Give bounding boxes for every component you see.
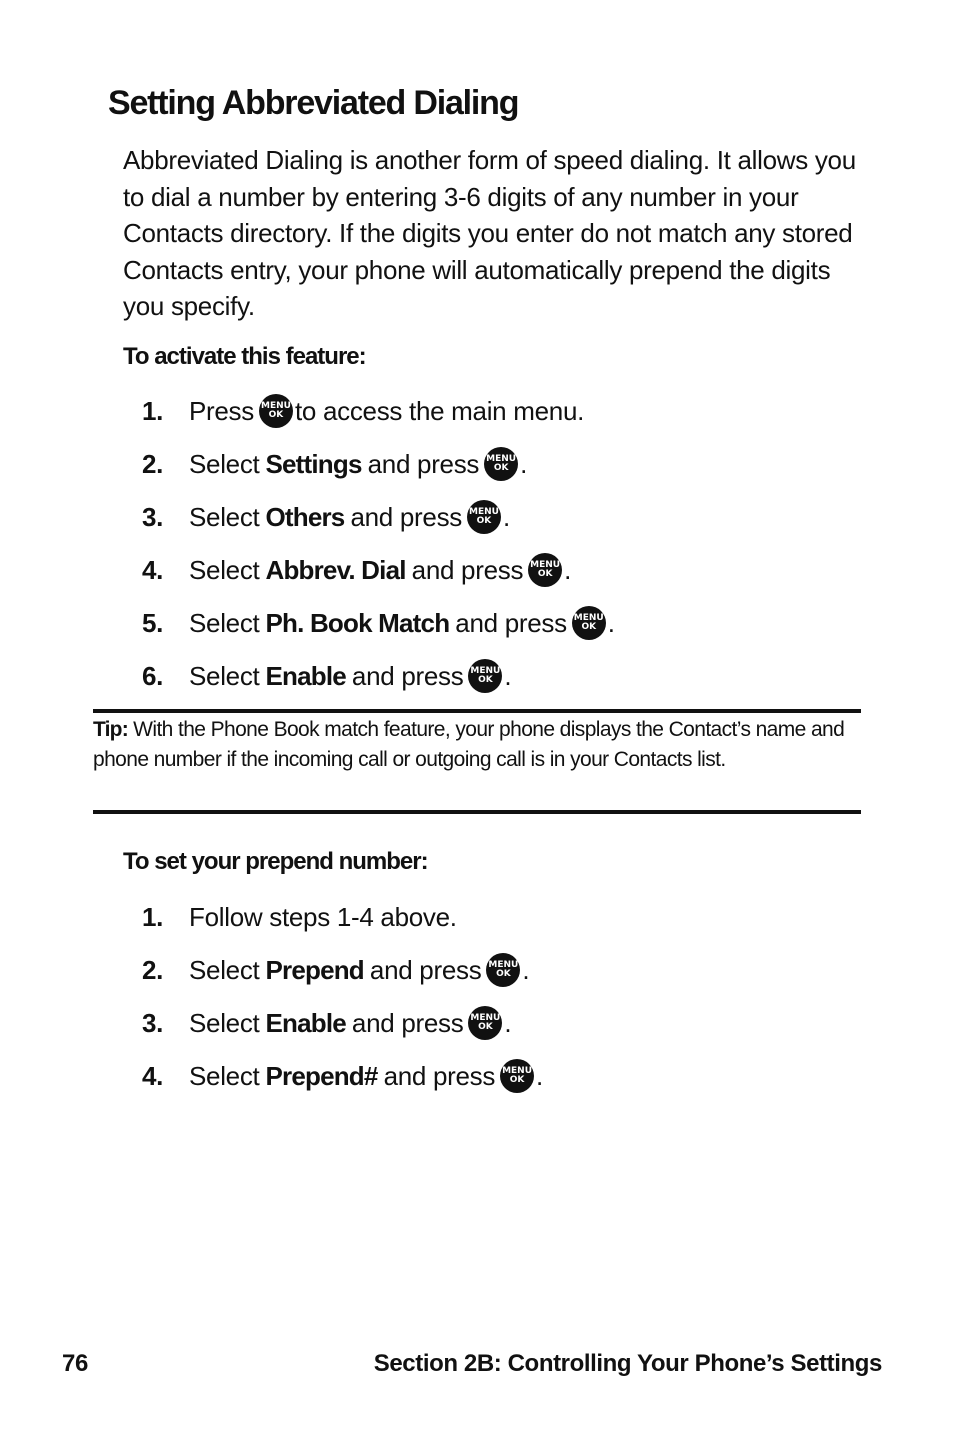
step-end: . — [520, 448, 528, 479]
step-text: and press — [351, 660, 464, 691]
step-text: Select — [189, 954, 260, 985]
step-text: and press — [350, 501, 462, 532]
step-number: 2. — [142, 448, 164, 479]
page-number: 76 — [62, 1350, 88, 1377]
step-number: 4. — [142, 554, 164, 585]
tip-text: With the Phone Book match feature, your phone displays the Contact’s name and phone number if the incoming call or outgoing call is in your Contacts list. — [93, 718, 845, 771]
prepend-heading: To set your prepend number: — [123, 848, 428, 875]
menu-option-prepend-number: Prepend# — [265, 1060, 378, 1091]
step-text: Follow steps 1-4 above. — [189, 901, 457, 932]
prepend-step-1 — [142, 897, 457, 937]
step-end: . — [504, 660, 512, 691]
menu-ok-key-icon: MENU OK — [467, 500, 501, 534]
step-text: and press — [383, 1060, 496, 1091]
activate-step-5 — [142, 603, 615, 643]
step-text: Select — [189, 554, 260, 585]
step-text: Select — [189, 660, 260, 691]
intro-paragraph: Abbreviated Dialing is another form of speed dialing. It allows you to dial a number by entering 3-6 digits of any number in your Contacts directory. If the digits you enter do not match any stored Contacts entry, your phone will automatically prepend the digits you specify. — [123, 145, 856, 321]
step-number: 3. — [142, 1007, 164, 1038]
menu-ok-key-icon: MENU OK — [500, 1059, 534, 1093]
activate-step-3 — [142, 497, 510, 537]
step-text: and press — [411, 554, 524, 585]
menu-option-ph-book-match: Ph. Book Match — [265, 607, 450, 638]
tip-label: Tip: — [93, 718, 128, 741]
page-title: Setting Abbreviated Dialing — [108, 84, 519, 122]
step-text: Press — [189, 395, 254, 426]
step-text: and press — [367, 448, 480, 479]
tip-box — [93, 715, 861, 775]
prepend-step-3 — [142, 1003, 511, 1043]
menu-ok-key-icon: MENU OK — [468, 1006, 502, 1040]
step-text: Select — [189, 501, 260, 532]
menu-option-others: Others — [265, 501, 345, 532]
menu-option-abbrev-dial: Abbrev. Dial — [265, 554, 406, 585]
tip-top-divider — [93, 709, 861, 713]
menu-ok-key-icon: MENU OK — [528, 553, 562, 587]
step-end: . — [607, 607, 615, 638]
step-end: . — [564, 554, 572, 585]
step-text: Select — [189, 607, 260, 638]
menu-option-prepend: Prepend — [265, 954, 364, 985]
tip-bottom-divider — [93, 810, 861, 814]
step-end: . — [504, 1007, 512, 1038]
menu-ok-key-icon: MENU OK — [484, 447, 518, 481]
activate-step-4 — [142, 550, 571, 590]
step-number: 1. — [142, 395, 164, 426]
menu-option-enable: Enable — [265, 1007, 346, 1038]
step-number: 1. — [142, 901, 164, 932]
section-title: Section 2B: Controlling Your Phone’s Settings — [373, 1350, 882, 1377]
step-end: . — [536, 1060, 543, 1091]
activate-step-2 — [142, 444, 527, 484]
menu-ok-key-icon: MENU OK — [572, 606, 606, 640]
step-text: Select — [189, 1060, 260, 1091]
step-text: and press — [369, 954, 482, 985]
prepend-step-4 — [142, 1056, 543, 1096]
activate-step-1 — [142, 391, 584, 431]
step-number: 2. — [142, 954, 164, 985]
step-number: 6. — [142, 660, 164, 691]
menu-ok-key-icon: MENU OK — [468, 659, 502, 693]
menu-ok-key-icon: MENU OK — [486, 953, 520, 987]
step-number: 4. — [142, 1060, 164, 1091]
menu-ok-key-icon: MENU OK — [259, 394, 293, 428]
step-text: and press — [455, 607, 567, 638]
step-number: 3. — [142, 501, 164, 532]
step-text: Select — [189, 448, 260, 479]
step-number: 5. — [142, 607, 164, 638]
step-text: to access the main menu. — [294, 395, 585, 426]
step-text: Select — [189, 1007, 260, 1038]
prepend-step-2 — [142, 950, 529, 990]
menu-option-enable: Enable — [265, 660, 346, 691]
activate-heading: To activate this feature: — [123, 343, 366, 370]
step-end: . — [502, 501, 510, 532]
step-end: . — [522, 954, 530, 985]
menu-option-settings: Settings — [265, 448, 362, 479]
step-text: and press — [351, 1007, 464, 1038]
activate-step-6 — [142, 656, 511, 696]
